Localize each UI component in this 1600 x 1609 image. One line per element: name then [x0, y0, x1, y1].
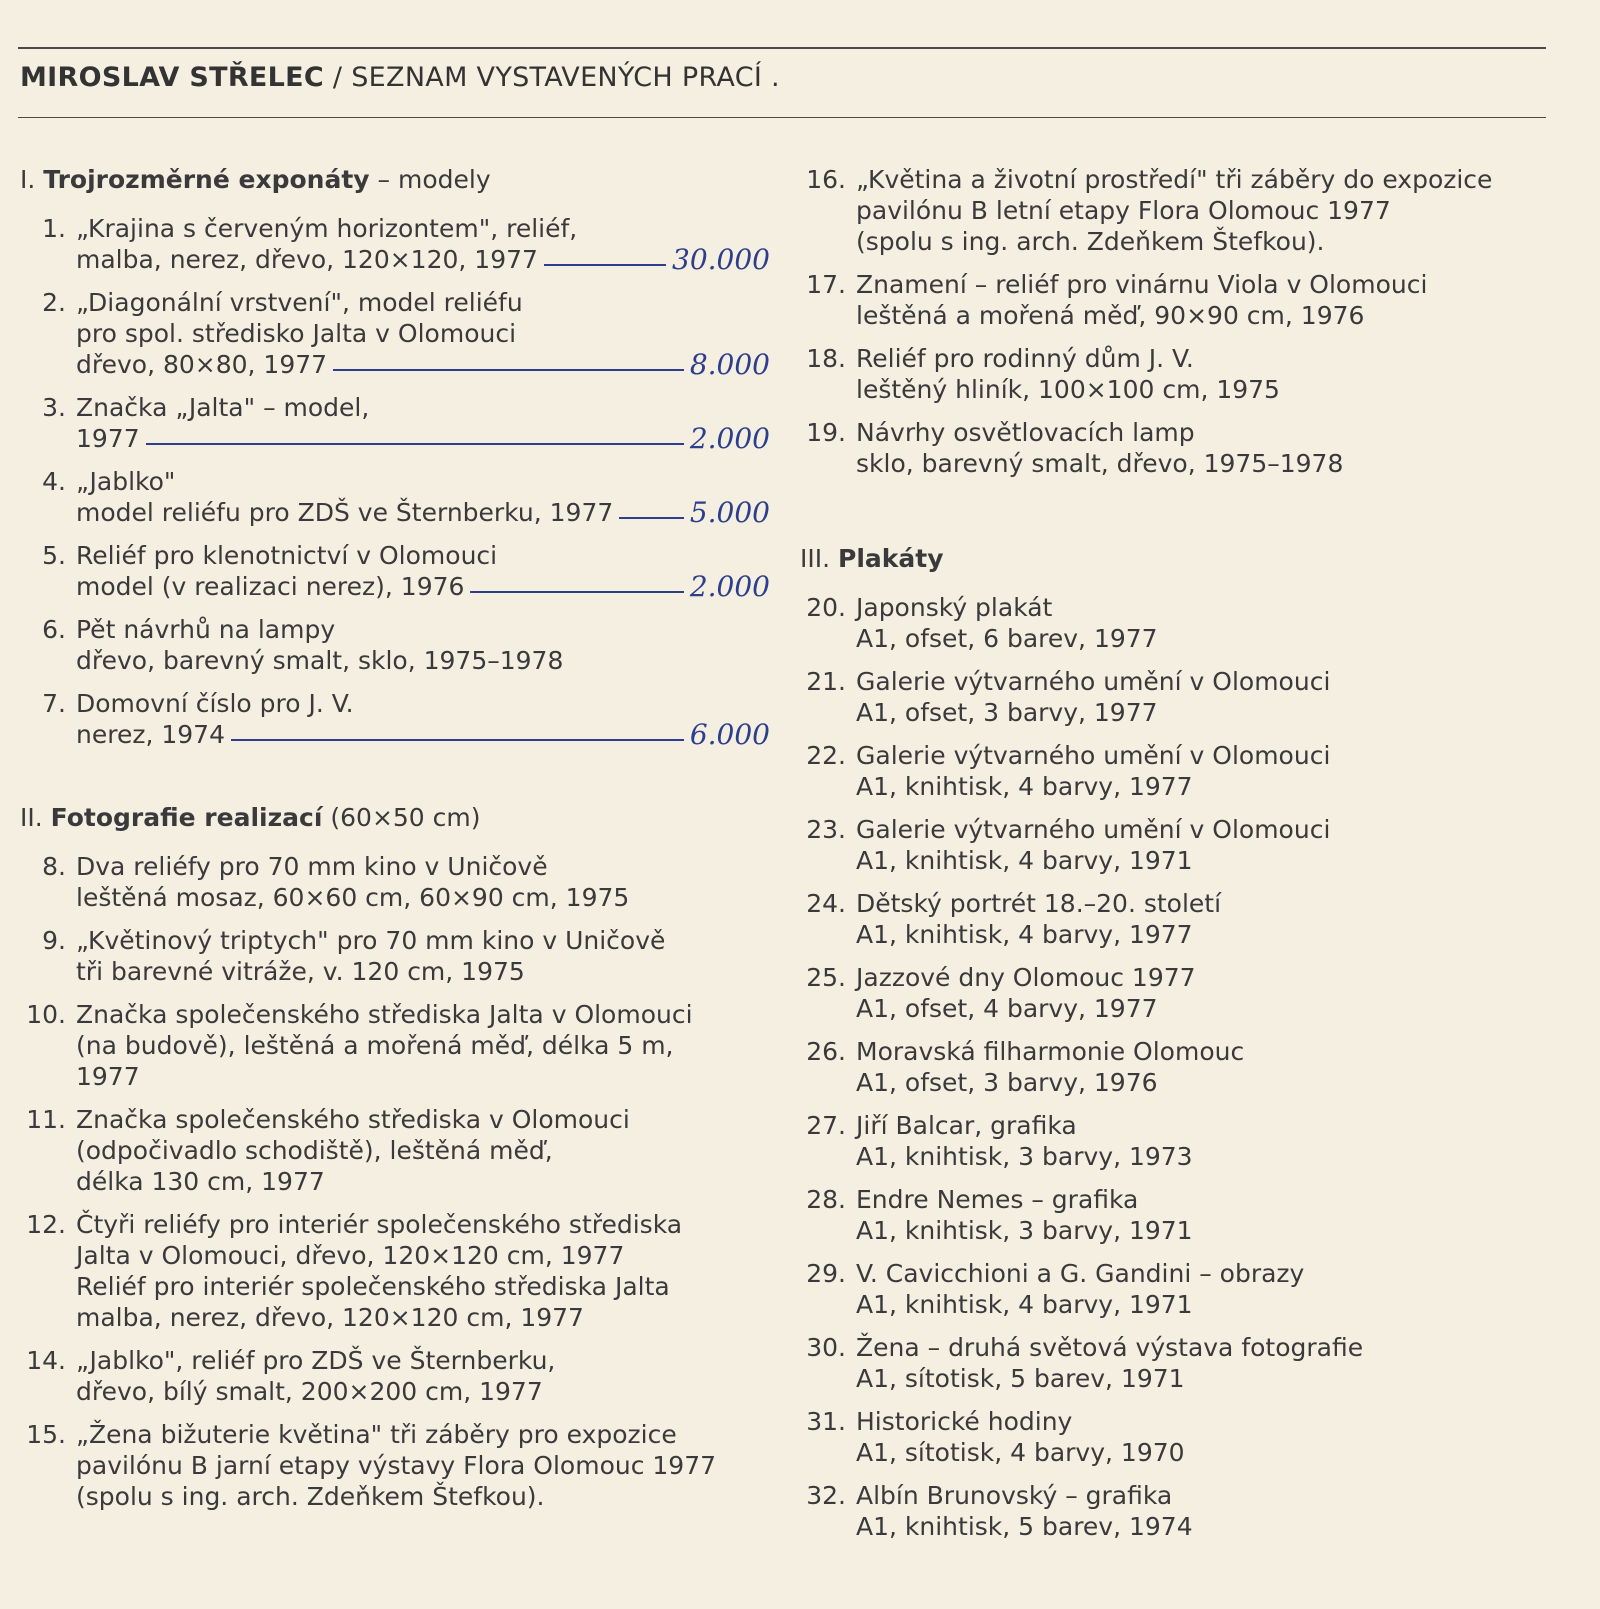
header-rule [18, 117, 1546, 118]
list-item [800, 666, 1560, 728]
item-text-line: tři barevné vitráže, v. 120 cm, 1975 [76, 957, 525, 986]
item-number: 15. [26, 1420, 66, 1449]
item-text-line: Albín Brunovský – grafika [856, 1481, 1173, 1510]
section-1-list [20, 213, 770, 750]
item-text-line: Endre Nemes – grafika [856, 1185, 1139, 1214]
list-item [20, 925, 770, 987]
list-item [800, 1332, 1560, 1394]
list-item [20, 999, 770, 1092]
item-text-line: Jazzové dny Olomouc 1977 [856, 963, 1196, 992]
item-text-line: A1, sítotisk, 4 barvy, 1970 [856, 1438, 1185, 1467]
section-2-suffix: (60×50 cm) [330, 803, 481, 832]
item-text-line: A1, sítotisk, 5 barev, 1971 [856, 1364, 1185, 1393]
item-number: 25. [806, 963, 846, 992]
section-3-title: Plakáty [838, 544, 944, 573]
list-item [20, 614, 770, 676]
section-2-continued-list [800, 164, 1560, 479]
item-text-line: Reliéf pro klenotnictví v Olomouci [76, 541, 498, 570]
handwritten-price: 2.000 [689, 570, 770, 603]
item-text-line: Znamení – reliéf pro vinárnu Viola v Olomouci [856, 270, 1428, 299]
item-text-line: pro spol. středisko Jalta v Olomouci [76, 319, 517, 348]
item-text-line: 1977 [76, 1062, 140, 1091]
item-text-line: A1, knihtisk, 4 barvy, 1977 [856, 920, 1193, 949]
item-text-line: Reliéf pro rodinný dům J. V. [856, 344, 1194, 373]
section-2-title: Fotografie realizací [50, 803, 323, 832]
item-text-line: (spolu s ing. arch. Zdeňkem Štefkou). [76, 1482, 545, 1511]
item-text-line: Jalta v Olomouci, dřevo, 120×120 cm, 1977 [76, 1241, 625, 1270]
list-item [20, 688, 770, 750]
item-text-line: Značka společenského střediska v Olomouci [76, 1105, 630, 1134]
price-row [76, 571, 770, 602]
item-text-line: Japonský plakát [856, 593, 1053, 622]
item-text-line: A1, knihtisk, 4 barvy, 1977 [856, 772, 1193, 801]
handwritten-price-line [146, 443, 684, 445]
item-text-line: Moravská filharmonie Olomouc [856, 1037, 1245, 1066]
list-item [800, 962, 1560, 1024]
section-2-number: II. [20, 803, 43, 832]
item-text-line: A1, ofset, 3 barvy, 1976 [856, 1068, 1158, 1097]
item-text-line: Čtyři reliéfy pro interiér společenského střediska [76, 1210, 683, 1239]
item-number: 20. [806, 593, 846, 622]
section-3-heading [800, 543, 1560, 574]
item-number: 2. [42, 288, 66, 317]
item-number: 23. [806, 815, 846, 844]
item-number: 31. [806, 1407, 846, 1436]
price-row [76, 719, 770, 750]
item-number: 9. [42, 926, 66, 955]
item-text-line: Žena – druhá světová výstava fotografie [856, 1333, 1364, 1362]
item-number: 3. [42, 393, 66, 422]
item-text-line: (na budově), leštěná a mořená měď, délka 5 m, [76, 1031, 674, 1060]
list-item [800, 1406, 1560, 1468]
list-item [800, 740, 1560, 802]
list-item [800, 343, 1560, 405]
list-item [800, 1036, 1560, 1098]
item-number: 12. [26, 1210, 66, 1239]
list-item [800, 1480, 1560, 1542]
section-1-suffix: – modely [377, 165, 491, 194]
item-text-line: Galerie výtvarného umění v Olomouci [856, 741, 1331, 770]
price-row [76, 349, 770, 380]
price-row [76, 497, 770, 528]
item-text-line: „Jablko", reliéf pro ZDŠ ve Šternberku, [76, 1346, 556, 1375]
item-text-line: Jiří Balcar, grafika [856, 1111, 1077, 1140]
item-text-line: „Jablko" [76, 467, 176, 496]
list-item [20, 287, 770, 380]
item-text-line: Návrhy osvětlovacích lamp [856, 418, 1195, 447]
left-column [20, 164, 770, 1524]
list-item [800, 814, 1560, 876]
list-item [800, 417, 1560, 479]
list-item [800, 592, 1560, 654]
item-text-line: Značka „Jalta" – model, [76, 393, 370, 422]
item-number: 16. [806, 165, 846, 194]
item-number: 21. [806, 667, 846, 696]
item-number: 7. [42, 689, 66, 718]
handwritten-price: 8.000 [689, 348, 770, 381]
handwritten-price-line [333, 369, 684, 371]
item-text-line: Galerie výtvarného umění v Olomouci [856, 815, 1331, 844]
item-text-line: A1, knihtisk, 4 barvy, 1971 [856, 1290, 1193, 1319]
handwritten-price: 6.000 [689, 718, 770, 751]
handwritten-price-line [470, 591, 683, 593]
item-text-line: sklo, barevný smalt, dřevo, 1975–1978 [856, 449, 1344, 478]
item-text-line: „Květinový triptych" pro 70 mm kino v Uničově [76, 926, 666, 955]
item-text-line: A1, ofset, 4 barvy, 1977 [856, 994, 1158, 1023]
item-text-line: Reliéf pro interiér společenského střediska Jalta [76, 1272, 670, 1301]
item-text-line: dřevo, barevný smalt, sklo, 1975–1978 [76, 646, 564, 675]
item-text-line: A1, knihtisk, 5 barev, 1974 [856, 1512, 1193, 1541]
item-number: 32. [806, 1481, 846, 1510]
item-text-line: Dětský portrét 18.–20. století [856, 889, 1222, 918]
section-3-number: III. [800, 544, 831, 573]
item-text-line: dřevo, bílý smalt, 200×200 cm, 1977 [76, 1377, 543, 1406]
price-row [76, 423, 770, 454]
item-text-line: pavilónu B jarní etapy výstavy Flora Olomouc 1977 [76, 1451, 717, 1480]
list-item [20, 466, 770, 528]
item-text-line: V. Cavicchioni a G. Gandini – obrazy [856, 1259, 1305, 1288]
section-1-title: Trojrozměrné exponáty [43, 165, 370, 194]
item-number: 27. [806, 1111, 846, 1140]
item-number: 1. [42, 214, 66, 243]
item-number: 5. [42, 541, 66, 570]
item-text-line: leštěná a mořená měď, 90×90 cm, 1976 [856, 301, 1365, 330]
item-text-line: leštěný hliník, 100×100 cm, 1975 [856, 375, 1280, 404]
item-text-line: nerez, 1974 [76, 720, 225, 749]
item-number: 17. [806, 270, 846, 299]
section-2-heading [20, 802, 770, 833]
section-1-number: I. [20, 165, 36, 194]
list-item [20, 851, 770, 913]
item-text-line: model reliéfu pro ZDŠ ve Šternberku, 1977 [76, 498, 614, 527]
section-3-list [800, 592, 1560, 1542]
item-text-line: A1, knihtisk, 3 barvy, 1973 [856, 1142, 1193, 1171]
item-text-line: (odpočivadlo schodiště), leštěná měď, [76, 1136, 553, 1165]
item-text-line: Historické hodiny [856, 1407, 1073, 1436]
item-text-line: Značka společenského střediska Jalta v Olomouci [76, 1000, 693, 1029]
list-item [20, 392, 770, 454]
handwritten-price: 5.000 [689, 496, 770, 529]
list-item [20, 1419, 770, 1512]
list-item [20, 1209, 770, 1333]
list-item [800, 269, 1560, 331]
item-text-line: A1, ofset, 6 barev, 1977 [856, 624, 1158, 653]
item-text-line: model (v realizaci nerez), 1976 [76, 572, 465, 601]
item-number: 6. [42, 615, 66, 644]
item-number: 10. [26, 1000, 66, 1029]
item-text-line: délka 130 cm, 1977 [76, 1167, 325, 1196]
handwritten-price-line [619, 517, 684, 519]
top-rule [18, 47, 1546, 49]
item-number: 28. [806, 1185, 846, 1214]
handwritten-price: 30.000 [672, 243, 770, 276]
artist-name: MIROSLAV STŘELEC [20, 62, 325, 93]
list-item [800, 1110, 1560, 1172]
handwritten-price-line [231, 739, 684, 741]
item-text-line: „Diagonální vrstvení", model reliéfu [76, 288, 523, 317]
item-text-line: 1977 [76, 424, 140, 453]
list-item [800, 888, 1560, 950]
item-text-line: A1, ofset, 3 barvy, 1977 [856, 698, 1158, 727]
item-number: 11. [26, 1105, 66, 1134]
handwritten-price-line [544, 264, 666, 266]
list-item [20, 213, 770, 275]
handwritten-price: 2.000 [689, 422, 770, 455]
page-header [20, 62, 780, 93]
right-column [800, 164, 1560, 1554]
item-text-line: „Květina a životní prostředí" tři záběry do expozice [856, 165, 1493, 194]
item-number: 26. [806, 1037, 846, 1066]
item-number: 30. [806, 1333, 846, 1362]
item-text-line: malba, nerez, dřevo, 120×120 cm, 1977 [76, 1303, 584, 1332]
item-number: 24. [806, 889, 846, 918]
item-number: 14. [26, 1346, 66, 1375]
item-text-line: Pět návrhů na lampy [76, 615, 336, 644]
item-number: 29. [806, 1259, 846, 1288]
item-number: 18. [806, 344, 846, 373]
price-row [76, 244, 770, 275]
item-text-line: malba, nerez, dřevo, 120×120, 1977 [76, 245, 538, 274]
header-title: SEZNAM VYSTAVENÝCH PRACÍ . [351, 62, 780, 93]
item-number: 8. [42, 852, 66, 881]
section-1-heading [20, 164, 770, 195]
list-item [20, 1104, 770, 1197]
item-text-line: Galerie výtvarného umění v Olomouci [856, 667, 1331, 696]
item-text-line: A1, knihtisk, 4 barvy, 1971 [856, 846, 1193, 875]
item-number: 19. [806, 418, 846, 447]
item-text-line: „Žena bižuterie květina" tři záběry pro expozice [76, 1420, 677, 1449]
list-item [800, 1258, 1560, 1320]
list-item [800, 164, 1560, 257]
item-number: 4. [42, 467, 66, 496]
item-text-line: Dva reliéfy pro 70 mm kino v Uničově [76, 852, 548, 881]
list-item [800, 1184, 1560, 1246]
item-text-line: A1, knihtisk, 3 barvy, 1971 [856, 1216, 1193, 1245]
item-text-line: dřevo, 80×80, 1977 [76, 350, 328, 379]
item-text-line: leštěná mosaz, 60×60 cm, 60×90 cm, 1975 [76, 883, 630, 912]
item-text-line: Domovní číslo pro J. V. [76, 689, 354, 718]
section-2-list [20, 851, 770, 1512]
list-item [20, 1345, 770, 1407]
list-item [20, 540, 770, 602]
item-number: 22. [806, 741, 846, 770]
item-text-line: „Krajina s červeným horizontem", reliéf, [76, 214, 578, 243]
item-text-line: pavilónu B letní etapy Flora Olomouc 1977 [856, 196, 1391, 225]
header-separator: / [332, 62, 343, 93]
item-text-line: (spolu s ing. arch. Zdeňkem Štefkou). [856, 227, 1325, 256]
